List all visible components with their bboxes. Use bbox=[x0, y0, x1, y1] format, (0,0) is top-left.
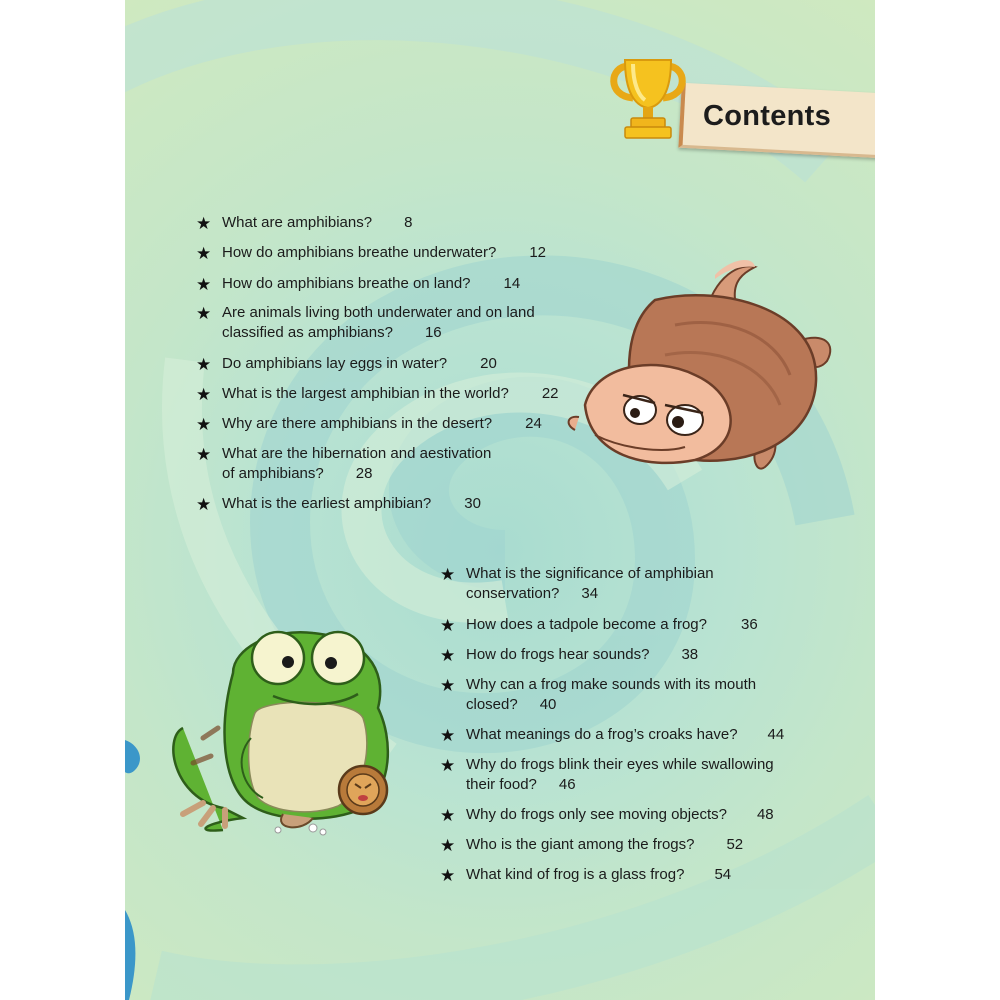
toc-entry-title: What are amphibians? bbox=[222, 214, 373, 231]
star-icon: ★ bbox=[196, 275, 212, 294]
toc-entry-line[interactable] bbox=[466, 725, 784, 745]
toc-entry-title: classified as amphibians? bbox=[222, 324, 393, 341]
toc-entry-title: What kind of frog is a glass frog? bbox=[466, 866, 685, 883]
toc-entry-line[interactable] bbox=[466, 564, 714, 584]
toc-entry-line[interactable] bbox=[466, 755, 774, 775]
toc-entry-line[interactable] bbox=[466, 865, 731, 885]
toc-entry-title: What are the hibernation and aestivation bbox=[222, 445, 492, 462]
toc-entry-title: Why do frogs only see moving objects? bbox=[466, 806, 727, 823]
toc-entry-title: Why do frogs blink their eyes while swallowing bbox=[466, 756, 774, 773]
toc-entry-title: of amphibians? bbox=[222, 465, 324, 482]
toc-page-number: 48 bbox=[756, 806, 774, 823]
toc-entry-line[interactable] bbox=[466, 835, 743, 855]
toc-page-number: 20 bbox=[480, 355, 497, 372]
toc-entry-title: their food? bbox=[466, 776, 537, 793]
star-icon: ★ bbox=[440, 676, 456, 695]
toc-entry-title: Are animals living both underwater and on land bbox=[222, 304, 535, 321]
toc-entry-line[interactable] bbox=[222, 323, 442, 343]
star-icon: ★ bbox=[440, 616, 456, 635]
toc-entry-line[interactable] bbox=[222, 243, 546, 263]
toc-entry-line[interactable] bbox=[222, 444, 491, 464]
star-icon: ★ bbox=[440, 836, 456, 855]
toc-entry-line[interactable] bbox=[466, 645, 698, 665]
star-icon: ★ bbox=[440, 646, 456, 665]
toc-page-number: 12 bbox=[529, 244, 547, 261]
toc-entry-line[interactable] bbox=[222, 213, 412, 233]
toc-entry-title: Why can a frog make sounds with its mouth bbox=[466, 676, 757, 693]
toc-page-number: 36 bbox=[741, 616, 758, 633]
star-icon: ★ bbox=[196, 385, 212, 404]
toc-page-number: 28 bbox=[355, 465, 373, 482]
toc-entry-line[interactable] bbox=[222, 354, 497, 374]
toc-entry-line[interactable] bbox=[466, 695, 556, 715]
page-title: Contents bbox=[703, 100, 832, 132]
toc-page-number: 54 bbox=[714, 866, 732, 883]
toc-entry-line[interactable] bbox=[222, 384, 559, 404]
toc-entry-line[interactable] bbox=[466, 805, 774, 825]
toc-entry-title: How do amphibians breathe underwater? bbox=[222, 244, 497, 261]
toc-page-number: 22 bbox=[541, 385, 559, 402]
toc-entry-title: closed? bbox=[466, 696, 518, 713]
toc-entry-title: What is the earliest amphibian? bbox=[222, 495, 432, 512]
toc-page-number: 52 bbox=[726, 836, 744, 853]
toc-page-number: 8 bbox=[404, 214, 413, 231]
star-icon: ★ bbox=[196, 445, 212, 464]
trophy-icon bbox=[603, 52, 693, 144]
star-icon: ★ bbox=[196, 244, 212, 263]
star-icon: ★ bbox=[196, 304, 212, 323]
star-icon: ★ bbox=[196, 214, 212, 233]
toc-page-number: 40 bbox=[539, 696, 557, 713]
star-icon: ★ bbox=[440, 756, 456, 775]
toc-entry-line[interactable] bbox=[222, 414, 542, 434]
star-icon: ★ bbox=[196, 355, 212, 374]
star-icon: ★ bbox=[440, 866, 456, 885]
toc-page-number: 46 bbox=[558, 776, 576, 793]
toc-page-number: 38 bbox=[681, 646, 699, 663]
frog-illustration bbox=[163, 618, 413, 838]
toc-entry-line[interactable] bbox=[466, 615, 758, 635]
star-icon: ★ bbox=[196, 415, 212, 434]
toc-entry-line[interactable] bbox=[222, 274, 520, 294]
toc-page-number: 34 bbox=[581, 585, 599, 602]
toc-entry-title: How does a tadpole become a frog? bbox=[466, 616, 707, 633]
toc-entry-line[interactable] bbox=[466, 775, 576, 795]
star-icon: ★ bbox=[440, 726, 456, 745]
star-icon: ★ bbox=[440, 565, 456, 584]
contents-page bbox=[125, 0, 875, 1000]
toc-entry-title: What meanings do a frog’s croaks have? bbox=[466, 726, 738, 743]
toc-entry-line[interactable] bbox=[222, 464, 372, 484]
toc-page-number: 30 bbox=[464, 495, 481, 512]
salamander-illustration bbox=[565, 255, 845, 480]
star-icon: ★ bbox=[440, 806, 456, 825]
toc-entry-title: Who is the giant among the frogs? bbox=[466, 836, 695, 853]
star-icon: ★ bbox=[196, 495, 212, 514]
toc-entry-title: conservation? bbox=[466, 585, 560, 602]
toc-page-number: 24 bbox=[525, 415, 542, 432]
toc-entry-line[interactable] bbox=[222, 494, 481, 514]
toc-entry-line[interactable] bbox=[222, 303, 535, 323]
toc-entry-title: Do amphibians lay eggs in water? bbox=[222, 355, 448, 372]
toc-entry-title: What is the significance of amphibian bbox=[466, 565, 714, 582]
toc-page-number: 16 bbox=[424, 324, 442, 341]
toc-entry-line[interactable] bbox=[466, 584, 598, 604]
toc-entry-title: How do frogs hear sounds? bbox=[466, 646, 650, 663]
toc-page-number: 44 bbox=[767, 726, 785, 743]
toc-entry-title: How do amphibians breathe on land? bbox=[222, 275, 471, 292]
toc-entry-line[interactable] bbox=[466, 675, 756, 695]
toc-entry-title: Why are there amphibians in the desert? bbox=[222, 415, 493, 432]
toc-entry-title: What is the largest amphibian in the world? bbox=[222, 385, 509, 402]
toc-page-number: 14 bbox=[503, 275, 521, 292]
